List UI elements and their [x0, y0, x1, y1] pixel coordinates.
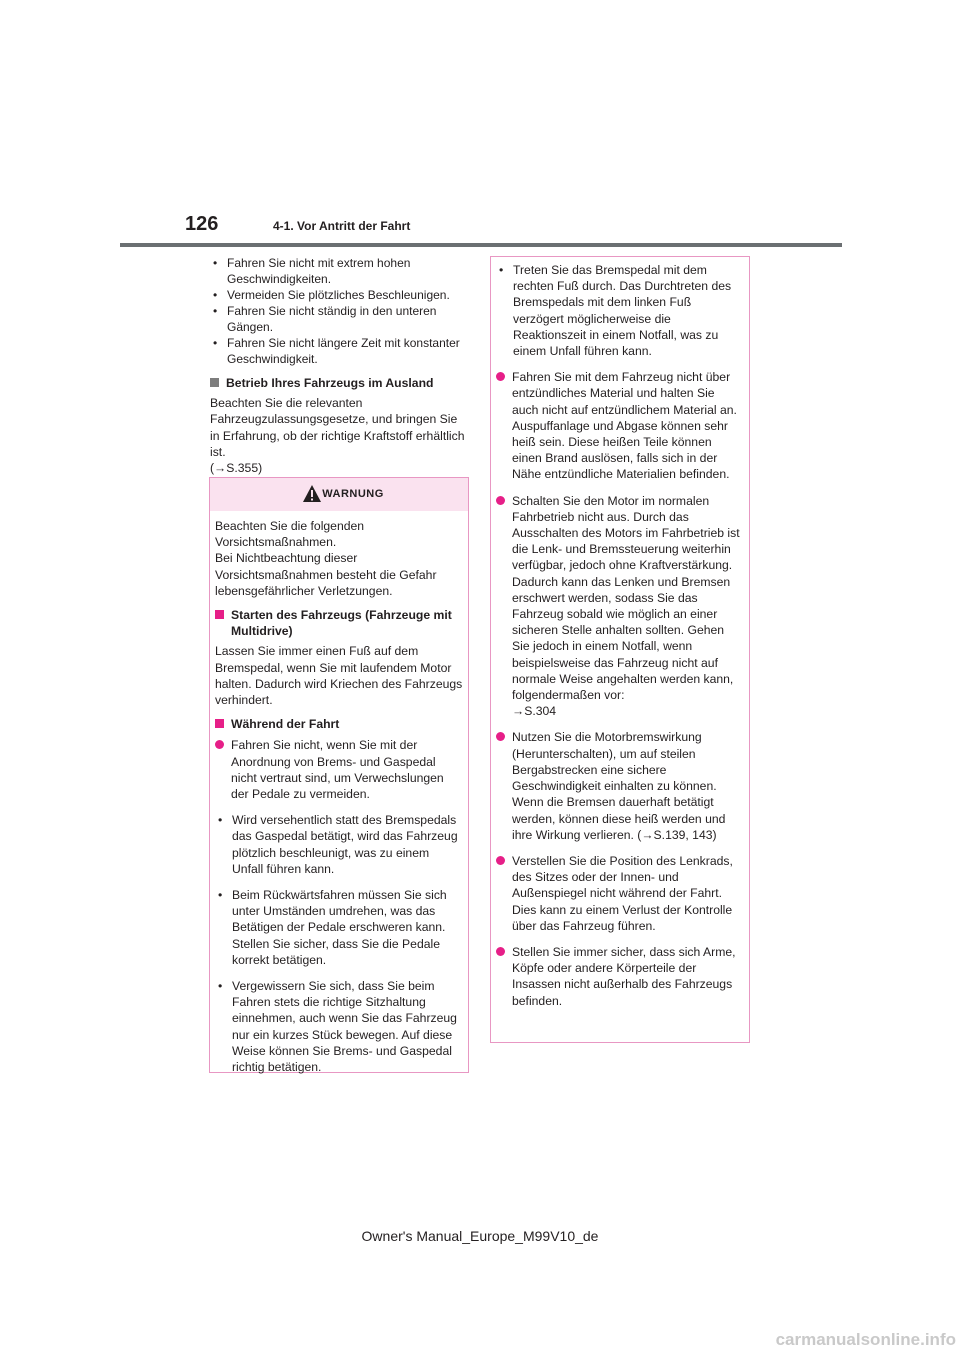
list-item: • Vermeiden Sie plötzliches Beschleunigen.: [213, 288, 450, 302]
footer-manual-id: Owner's Manual_Europe_M99V10_de: [361, 1228, 599, 1244]
warning-body-continued: [496, 262, 744, 1009]
pink-dot-icon: [496, 856, 505, 865]
warning-header: [210, 478, 468, 511]
list-item: Stellen Sie immer sicher, dass sich Arme, Köpfe oder andere Körperteile der Insassen nicht außerhalb des Fahrzeugs befinden.: [496, 944, 744, 1009]
warning-title: WARNUNG: [322, 488, 384, 500]
warning-intro: Beachten Sie die folgenden Vorsichtsmaßnahmen. Bei Nichtbeachtung dieser Vorsichtsmaßnahmen besteht die Gefahr lebensgefährlicher Verletzungen.: [215, 519, 437, 598]
header-rule: [120, 243, 842, 247]
list-item: Verstellen Sie die Position des Lenkrads, des Sitzes oder der Innen- und Außenspiegel nicht während der Fahrt. Dies kann zu einem Verlust der Kontrolle über das Fahrzeug führen.: [496, 853, 744, 934]
warning-box-continued: [490, 256, 750, 1043]
list-item: • Wird versehentlich statt des Bremspedals das Gaspedal betätigt, wird das Fahrzeug plötzlich beschleunigt, was zu einem Unfall führen kann.: [218, 813, 458, 876]
page-reference-link[interactable]: →S.304: [512, 704, 557, 719]
list-item: Nutzen Sie die Motorbremswirkung (Herunterschalten), um auf steilen Bergabstrecken eine sichere Geschwindigkeit einhalten zu können. Wenn die Bremsen dauerhaft betätigt werden, können diese heiß werden und ihre Wirkung verlieren. (→S.139, 143): [496, 729, 744, 842]
svg-text:carmanualsonline.info: carmanualsonline.info: [775, 1330, 956, 1349]
pink-dot-icon: [496, 732, 505, 741]
pink-dot-icon: [215, 740, 224, 749]
list-item: Schalten Sie den Motor im normalen Fahrbetrieb nicht aus. Durch das Ausschalten des Motors im Fahrbetrieb ist die Lenk- und Bremssteuerung weiterhin verfügbar, jedoch ohne Kraftverstärkung. Dadurch kann das Lenken und Bremsen erschwert werden, sodass Sie das Fahrzeug sobald wie möglich an einer sicheren Stelle anhalten sollten. Gehen Sie jedoch in einem Notfall, wenn beispielsweise das Fahrzeug nicht auf normale Weise angehalten werden kann, folgendermaßen vor: →S.304: [496, 493, 744, 720]
pink-dot-icon: [496, 947, 505, 956]
warning-body: [215, 518, 463, 1075]
page-reference-link[interactable]: (→S.355): [210, 461, 263, 476]
list-item: • Vergewissern Sie sich, dass Sie beim Fahren stets die richtige Sitzhaltung einnehmen, auch wenn Sie das Fahrzeug nur ein kurzes Stück bewegen. Auf diese Weise können Sie Brems- und Gaspedal richtig betätigen.: [218, 979, 457, 1075]
section-title: 4-1. Vor Antritt der Fahrt: [273, 219, 411, 233]
left-column: [210, 255, 468, 476]
list-item: • Fahren Sie nicht ständig in den unteren Gängen.: [213, 304, 437, 334]
list-item: Fahren Sie mit dem Fahrzeug nicht über entzündliches Material und halten Sie auch nicht auf entzündlichem Material an. Auspuffanlage und Abgase können sehr heiß sein. Diese heißen Teile können einen Brand auslösen, falls sich in der Nähe entzündliche Materialien befinden.: [496, 369, 744, 482]
list-item: • Beim Rückwärtsfahren müssen Sie sich unter Umständen umdrehen, was das Betätigen der Pedale erschweren kann. Stellen Sie sicher, dass Sie die Pedale korrekt betätigen.: [218, 888, 447, 967]
page-number: 126: [185, 213, 219, 235]
pink-dot-icon: [496, 496, 505, 505]
square-bullet-icon: [215, 610, 224, 619]
section-heading-start: Starten des Fahrzeugs (Fahrzeuge mit Multidrive): [215, 607, 463, 639]
list-item: • Treten Sie das Bremspedal mit dem rechten Fuß durch. Das Durchtreten des Bremspedals mit dem linken Fuß verzögert möglicherweise die Reaktionszeit in einem Notfall, was zu einem Unfall führen kann.: [499, 263, 732, 359]
square-bullet-icon: [215, 719, 224, 728]
abroad-paragraph: Beachten Sie die relevanten Fahrzeugzulassungsgesetze, und bringen Sie in Erfahrung, ob der richtige Kraftstoff erhältlich ist. (→S.355): [210, 396, 465, 476]
list-item: • Fahren Sie nicht längere Zeit mit konstanter Geschwindigkeit.: [213, 336, 460, 366]
watermark-logo: [710, 1327, 960, 1351]
start-paragraph: Lassen Sie immer einen Fuß auf dem Bremspedal, wenn Sie mit laufendem Motor halten. Dadurch wird Kriechen des Fahrzeugs verhindert.: [215, 644, 463, 708]
pink-dot-icon: [496, 372, 505, 381]
square-bullet-icon: [210, 378, 219, 387]
list-item: • Fahren Sie nicht mit extrem hohen Geschwindigkeiten.: [213, 256, 411, 286]
list-item: Fahren Sie nicht, wenn Sie mit der Anordnung von Brems- und Gaspedal nicht vertraut sind, um Verwechslungen der Pedale zu vermeiden.: [215, 737, 463, 802]
warning-box: [209, 477, 469, 1073]
section-heading-abroad: Betrieb Ihres Fahrzeugs im Ausland: [210, 375, 468, 391]
section-heading-driving: Während der Fahrt: [215, 716, 463, 732]
